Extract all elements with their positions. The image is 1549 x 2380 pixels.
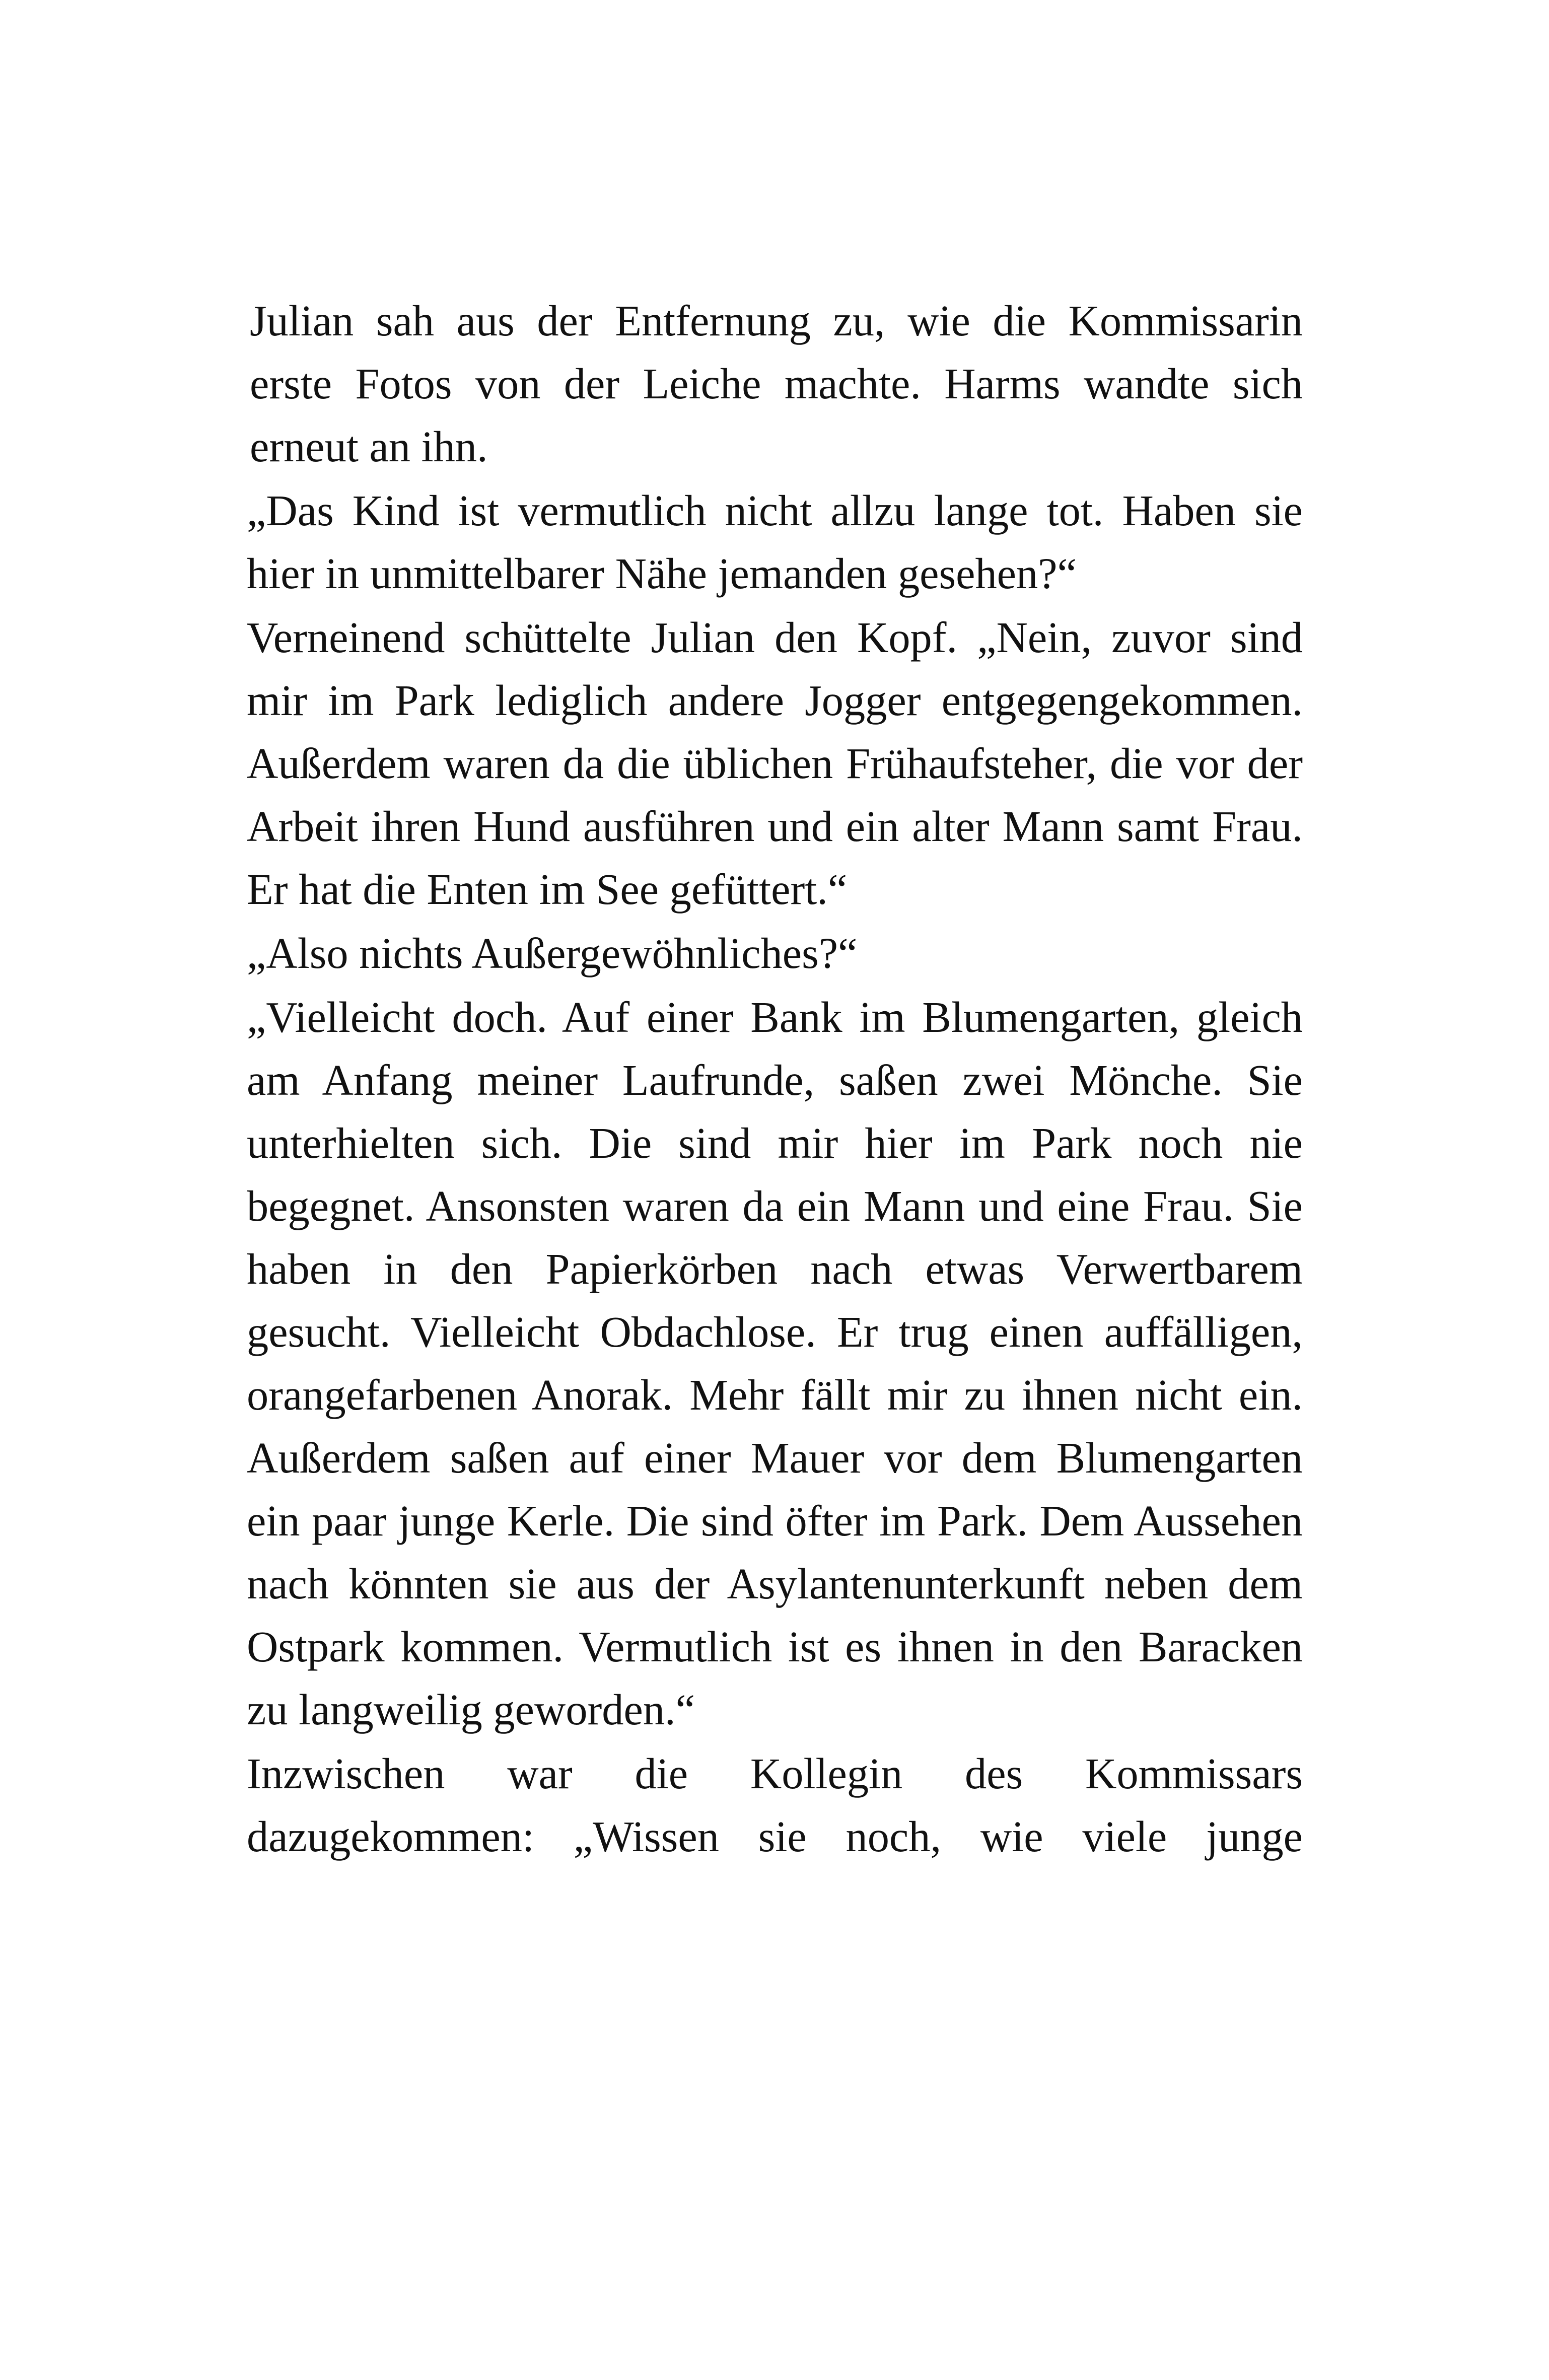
- paragraph-1: Julian sah aus der Entfernung zu, wie die Kommissarin erste Fotos von der Leiche machte. Harms wandte sich erneut an ihn.: [250, 297, 1303, 471]
- body-text: [238, 290, 1303, 1869]
- paragraph-3: Verneinend schüttelte Julian den Kopf. „Nein, zuvor sind mir im Park lediglich andere Jogger entgegengekommen. Außerdem waren da die üblichen Frühaufsteher, die vor der Arbeit ihren Hund ausführen und ein alter Mann samt Frau. Er hat die Enten im See gefüttert.“: [247, 613, 1303, 914]
- paragraph-6: Inzwischen war die Kollegin des Kommissars dazugekommen: „Wissen sie noch, wie viele junge: [247, 1749, 1303, 1861]
- paragraph-2: „Das Kind ist vermutlich nicht allzu lange tot. Haben sie hier in unmittelbarer Nähe jemanden gesehen?“: [247, 486, 1303, 598]
- paragraph-4: „Also nichts Außergewöhnliches?“: [247, 929, 858, 977]
- paragraph-5: „Vielleicht doch. Auf einer Bank im Blumengarten, gleich am Anfang meiner Laufrunde, saßen zwei Mönche. Sie unterhielten sich. Die sind mir hier im Park noch nie begegnet. Ansonsten waren da ein Mann und eine Frau. Sie haben in den Papierkörben nach etwas Verwertbarem gesucht. Vielleicht Obdachlose. Er trug einen auffälligen, orangefarbenen Anorak. Mehr fällt mir zu ihnen nicht ein. Außerdem saßen auf einer Mauer vor dem Blumengarten ein paar junge Kerle. Die sind öfter im Park. Dem Aussehen nach könnten sie aus der Asylantenunterkunft neben dem Ostpark kommen. Vermutlich ist es ihnen in den Baracken zu langweilig geworden.“: [247, 993, 1303, 1734]
